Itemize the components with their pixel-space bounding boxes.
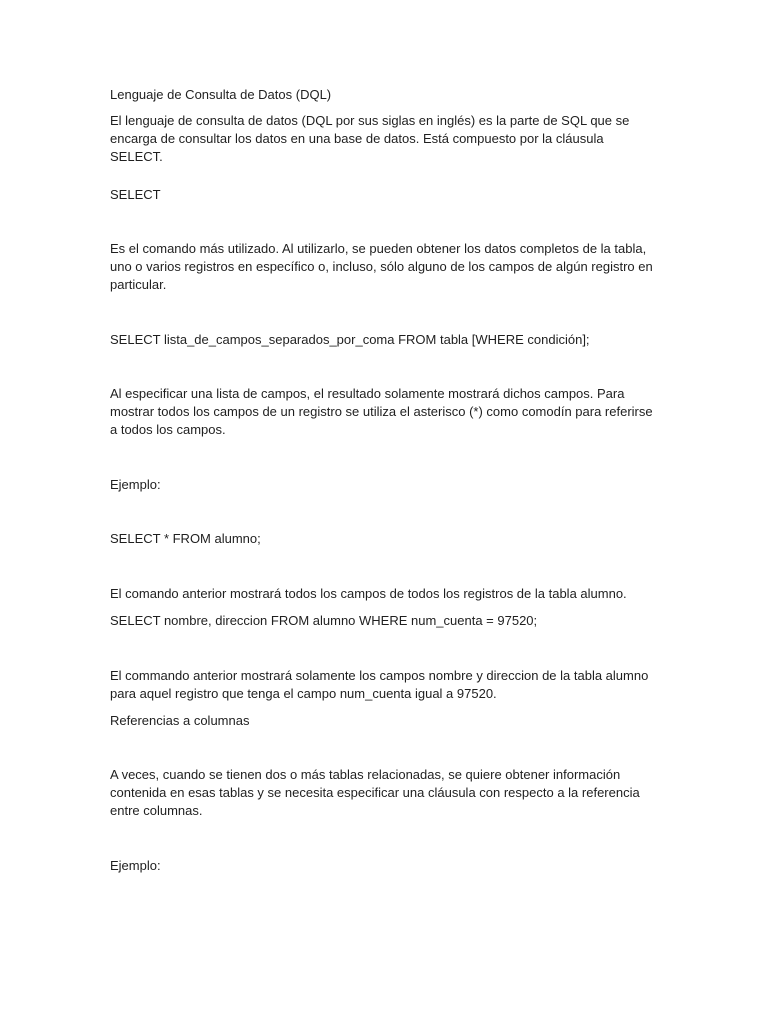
heading-select: SELECT — [110, 187, 161, 202]
paragraph-field-list: Al especificar una lista de campos, el resultado solamente mostrará dichos campos. Para mostrar todos los campos de un registro se utiliza el asterisco (*) como comodín para referirse a todos los campos. — [110, 386, 653, 437]
paragraph-select-where-desc: El commando anterior mostrará solamente los campos nombre y direccion de la tabla alumno para aquel registro que tenga el campo num_cuenta igual a 97520. — [110, 668, 649, 701]
document-title: Lenguaje de Consulta de Datos (DQL) — [110, 87, 332, 102]
label-example-1: Ejemplo: — [110, 477, 161, 492]
paragraph-column-references: A veces, cuando se tienen dos o más tablas relacionadas, se quiere obtener información contenida en esas tablas y se necesita especificar una cláusula con respecto a la referencia entre columnas. — [110, 767, 640, 818]
code-select-all: SELECT * FROM alumno; — [110, 531, 261, 546]
paragraph-select-all-desc: El comando anterior mostrará todos los campos de todos los registros de la tabla alumno. — [110, 586, 627, 601]
heading-column-references: Referencias a columnas — [110, 713, 250, 728]
label-example-2: Ejemplo: — [110, 858, 161, 873]
code-select-syntax: SELECT lista_de_campos_separados_por_coma FROM tabla [WHERE condición]; — [110, 332, 590, 347]
paragraph-intro-dql: El lenguaje de consulta de datos (DQL por sus siglas en inglés) es la parte de SQL que se encarga de consultar los datos en una base de datos. Está compuesto por la cláusula SELECT. — [110, 113, 630, 164]
paragraph-select-desc: Es el comando más utilizado. Al utilizarlo, se pueden obtener los datos completos de la tabla, uno o varios registros en específico o, incluso, sólo alguno de los campos de algún registro en particular. — [110, 241, 653, 292]
code-select-where: SELECT nombre, direccion FROM alumno WHERE num_cuenta = 97520; — [110, 613, 538, 628]
